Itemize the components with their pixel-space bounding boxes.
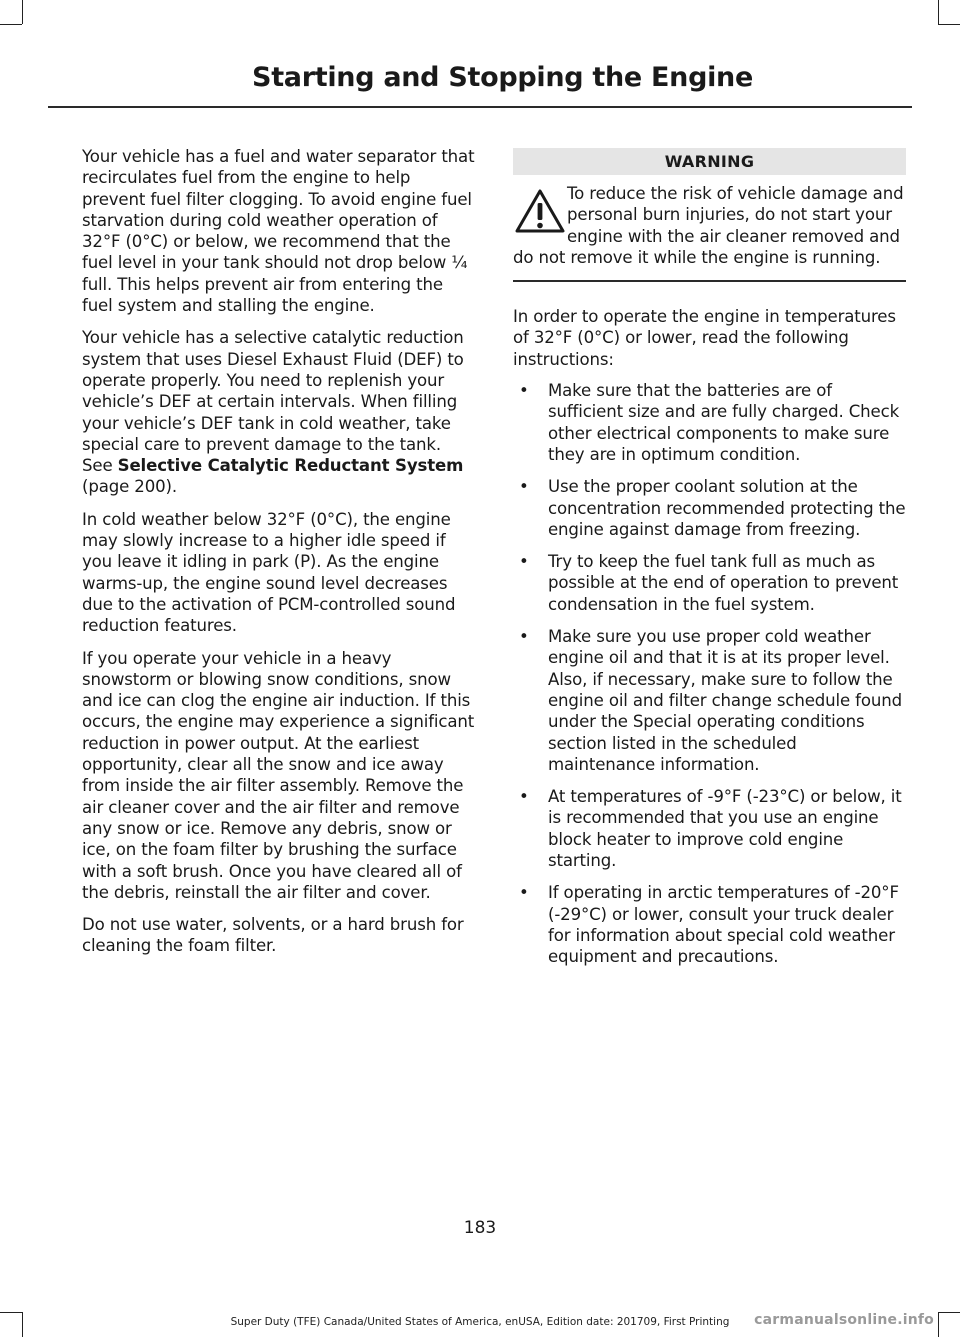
list-item — [513, 551, 906, 615]
list-item-text: Make sure that the batteries are of sufficient size and are fully charged. Check other electrical components to make sure they are in optimum condition. — [548, 381, 900, 464]
bullet: • — [519, 627, 529, 647]
crop-mark-top-right — [938, 0, 939, 24]
list-item — [513, 380, 906, 465]
list-item — [513, 626, 906, 775]
right-column — [513, 148, 906, 979]
bullet: • — [519, 381, 529, 401]
def-text: Your vehicle has a selective catalytic reduction system that uses Diesel Exhaust Fluid (DEF) to operate properly. You need to replenish your vehicle’s DEF at certain intervals. When filling your vehicle’s DEF tank in cold weather, take special care to prevent damage to the tank. See — [82, 328, 464, 476]
paragraph-snowstorm: If you operate your vehicle in a heavy snowstorm or blowing snow conditions, snow and ice can clog the engine air induction. If this occurs, the engine may experience a significant reduction in power output. At the earliest opportunity, clear all the snow and ice away from inside the air filter assembly. Remove the air cleaner cover and the air filter and remove any snow or ice. Remove any debris, snow or ice, on the foam filter by brushing the surface with a soft brush. Once you have cleared all of the debris, reinstall the air filter and cover. — [82, 648, 475, 902]
crop-mark-bottom-right — [938, 1312, 960, 1313]
warning-heading: WARNING — [513, 148, 906, 175]
crop-mark-bottom-left — [0, 1312, 22, 1313]
left-column — [82, 146, 476, 968]
paragraph-foam-filter: Do not use water, solvents, or a hard brush for cleaning the foam filter. — [82, 915, 464, 956]
cold-weather-list — [513, 380, 906, 967]
list-item — [513, 882, 906, 967]
header-rule — [48, 106, 912, 108]
list-item-text: Use the proper coolant solution at the concentration recommended protecting the engine against damage from freezing. — [548, 477, 906, 539]
crop-mark-top-left — [22, 0, 23, 24]
xref-page: (page 200). — [82, 477, 177, 497]
warning-triangle-icon — [513, 187, 567, 243]
warning-rule — [513, 280, 906, 282]
watermark: carmanualsonline.info — [754, 1312, 934, 1328]
bullet: • — [519, 477, 529, 497]
list-item-text: Make sure you use proper cold weather engine oil and that it is at its proper level. Also, if necessary, make sure to follow the engine oil and filter change schedule found under the Special operating conditions section listed in the scheduled maintenance information. — [548, 627, 902, 774]
paragraph-idle-speed: In cold weather below 32°F (0°C), the engine may slowly increase to a higher idle speed if you leave it idling in park (P). As the engine warms-up, the engine sound level decreases due to the activation of PCM-controlled sound reduction features. — [82, 509, 456, 636]
list-item — [513, 786, 906, 871]
list-item-text: If operating in arctic temperatures of -20°F (-29°C) or lower, consult your truck dealer for information about special cold weather equipment and precautions. — [548, 883, 899, 967]
crop-mark-top-left — [0, 24, 22, 25]
page-header-title: Starting and Stopping the Engine — [252, 62, 753, 93]
list-item-text: At temperatures of -9°F (-23°C) or below, it is recommended that you use an engine block heater to improve cold engine starting. — [548, 787, 902, 871]
footer-edition-info: Super Duty (TFE) Canada/United States of America, enUSA, Edition date: 201709, First Printing — [230, 1316, 730, 1328]
xref-selective-catalytic-reductant-link[interactable]: Selective Catalytic Reductant System — [117, 456, 464, 476]
paragraph-fuel-separator: Your vehicle has a fuel and water separator that recirculates fuel from the engine to help prevent fuel filter clogging. To avoid engine fuel starvation during cold weather operation of 32°F (0°C) or below, we recommend that the fuel level in your tank should not drop below ¼ full. This helps prevent air from entering the fuel system and stalling the engine. — [82, 147, 475, 316]
crop-mark-top-right — [938, 24, 960, 25]
bullet: • — [519, 552, 529, 572]
cold-weather-intro: In order to operate the engine in temperatures of 32°F (0°C) or lower, read the following instructions: — [513, 307, 896, 369]
list-item-text: Try to keep the fuel tank full as much as possible at the end of operation to prevent condensation in the fuel system. — [548, 552, 899, 614]
bullet: • — [519, 883, 529, 903]
warning-box — [513, 175, 906, 280]
list-item — [513, 476, 906, 540]
page-number: 183 — [463, 1218, 497, 1238]
bullet: • — [519, 787, 529, 807]
paragraph-def — [82, 327, 476, 497]
warning-text: To reduce the risk of vehicle damage and personal burn injuries, do not start your engine with the air cleaner removed and do not remove it while the engine is running. — [513, 184, 904, 267]
